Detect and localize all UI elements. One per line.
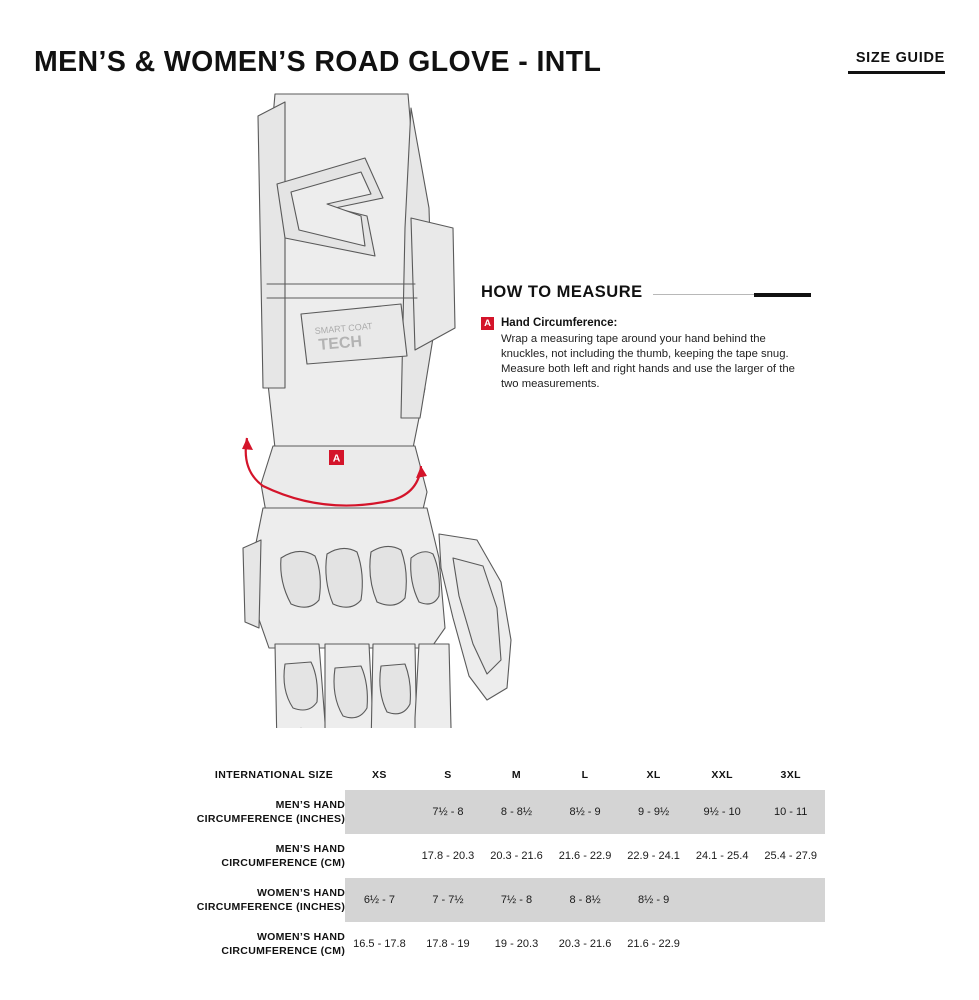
row-label-womens-cm <box>155 922 345 966</box>
cell-womens-in-xs: 6½ - 7 <box>345 878 414 922</box>
size-guide-label: SIZE GUIDE <box>855 49 945 66</box>
size-header-s: S <box>444 769 452 781</box>
page-header <box>0 24 979 76</box>
how-to-measure-section <box>481 283 811 392</box>
table-row <box>155 922 825 966</box>
size-header-m: M <box>511 769 522 781</box>
cell-mens-in-xxl: 9½ - 10 <box>688 790 757 834</box>
size-header-xxl: XXL <box>711 769 733 781</box>
cell-mens-in-m: 8 - 8½ <box>482 790 551 834</box>
cell-womens-cm-xs: 16.5 - 17.8 <box>345 922 414 966</box>
svg-text:TECH: TECH <box>317 333 363 354</box>
measure-badge-a: A <box>481 317 494 330</box>
glove-illustration-svg <box>215 88 565 728</box>
measure-item-label: Hand Circumference: <box>501 317 618 329</box>
cell-mens-in-l: 8½ - 9 <box>551 790 620 834</box>
table-row <box>155 834 825 878</box>
row-label-line1: MEN’S HAND <box>275 798 346 811</box>
cell-womens-in-m: 7½ - 8 <box>482 878 551 922</box>
cell-mens-cm-l: 21.6 - 22.9 <box>551 834 620 878</box>
cell-womens-in-s: 7 - 7½ <box>414 878 483 922</box>
glove-illustration <box>215 88 565 728</box>
measure-text-block <box>501 316 801 392</box>
cell-womens-cm-s: 17.8 - 19 <box>414 922 483 966</box>
cell-mens-cm-xs <box>345 834 414 878</box>
row-label-line2: CIRCUMFERENCE (INCHES) <box>196 813 346 825</box>
cell-mens-in-xs <box>345 790 414 834</box>
cell-mens-cm-xxl: 24.1 - 25.4 <box>688 834 757 878</box>
cell-mens-in-xl: 9 - 9½ <box>619 790 688 834</box>
cell-womens-in-xl: 8½ - 9 <box>619 878 688 922</box>
row-label-womens-inches <box>155 878 345 922</box>
header-underline <box>848 71 945 74</box>
table-row <box>155 878 825 922</box>
page-title: MEN’S & WOMEN’S ROAD GLOVE - INTL <box>34 45 602 78</box>
cell-mens-cm-s: 17.8 - 20.3 <box>414 834 483 878</box>
measure-item-description: Wrap a measuring tape around your hand behind the knuckles, not including the thumb, keeping the tape snug. Measure both left and right hands and use the larger of the two measurements. <box>501 333 795 391</box>
row-label-line1: WOMEN’S HAND <box>256 886 346 899</box>
cell-mens-cm-xl: 22.9 - 24.1 <box>619 834 688 878</box>
row-label-line2: CIRCUMFERENCE (CM) <box>221 945 346 957</box>
table-header-label: INTERNATIONAL SIZE <box>214 768 334 781</box>
how-to-measure-title: HOW TO MEASURE <box>481 283 643 301</box>
row-label-line1: WOMEN’S HAND <box>256 930 346 943</box>
cell-mens-cm-3xl: 25.4 - 27.9 <box>756 834 825 878</box>
size-header-xl: XL <box>646 769 661 781</box>
cell-womens-cm-xl: 21.6 - 22.9 <box>619 922 688 966</box>
cell-mens-in-3xl: 10 - 11 <box>756 790 825 834</box>
cell-womens-in-xxl <box>688 878 757 922</box>
row-label-line1: MEN’S HAND <box>275 842 346 855</box>
cell-mens-in-s: 7½ - 8 <box>414 790 483 834</box>
cell-womens-cm-l: 20.3 - 21.6 <box>551 922 620 966</box>
row-label-line2: CIRCUMFERENCE (CM) <box>221 857 346 869</box>
row-label-mens-inches <box>155 790 345 834</box>
cell-womens-cm-xxl <box>688 922 757 966</box>
row-label-mens-cm <box>155 834 345 878</box>
how-to-measure-heading <box>481 283 811 302</box>
size-table-container <box>155 760 825 966</box>
cell-womens-cm-m: 19 - 20.3 <box>482 922 551 966</box>
cell-womens-in-3xl <box>756 878 825 922</box>
heading-rule <box>653 294 811 295</box>
callout-a-badge-text: A <box>332 452 341 465</box>
size-header-xs: XS <box>372 769 387 781</box>
cell-womens-in-l: 8 - 8½ <box>551 878 620 922</box>
size-header-3xl: 3XL <box>780 769 801 781</box>
how-to-measure-item <box>481 316 811 392</box>
cell-womens-cm-3xl <box>756 922 825 966</box>
size-table <box>155 760 825 966</box>
cell-mens-cm-m: 20.3 - 21.6 <box>482 834 551 878</box>
size-header-l: L <box>581 769 589 781</box>
svg-text:SMART COAT: SMART COAT <box>314 320 373 336</box>
table-header-row <box>155 760 825 790</box>
table-row <box>155 790 825 834</box>
row-label-line2: CIRCUMFERENCE (INCHES) <box>196 901 346 913</box>
size-guide-mark <box>848 51 945 77</box>
